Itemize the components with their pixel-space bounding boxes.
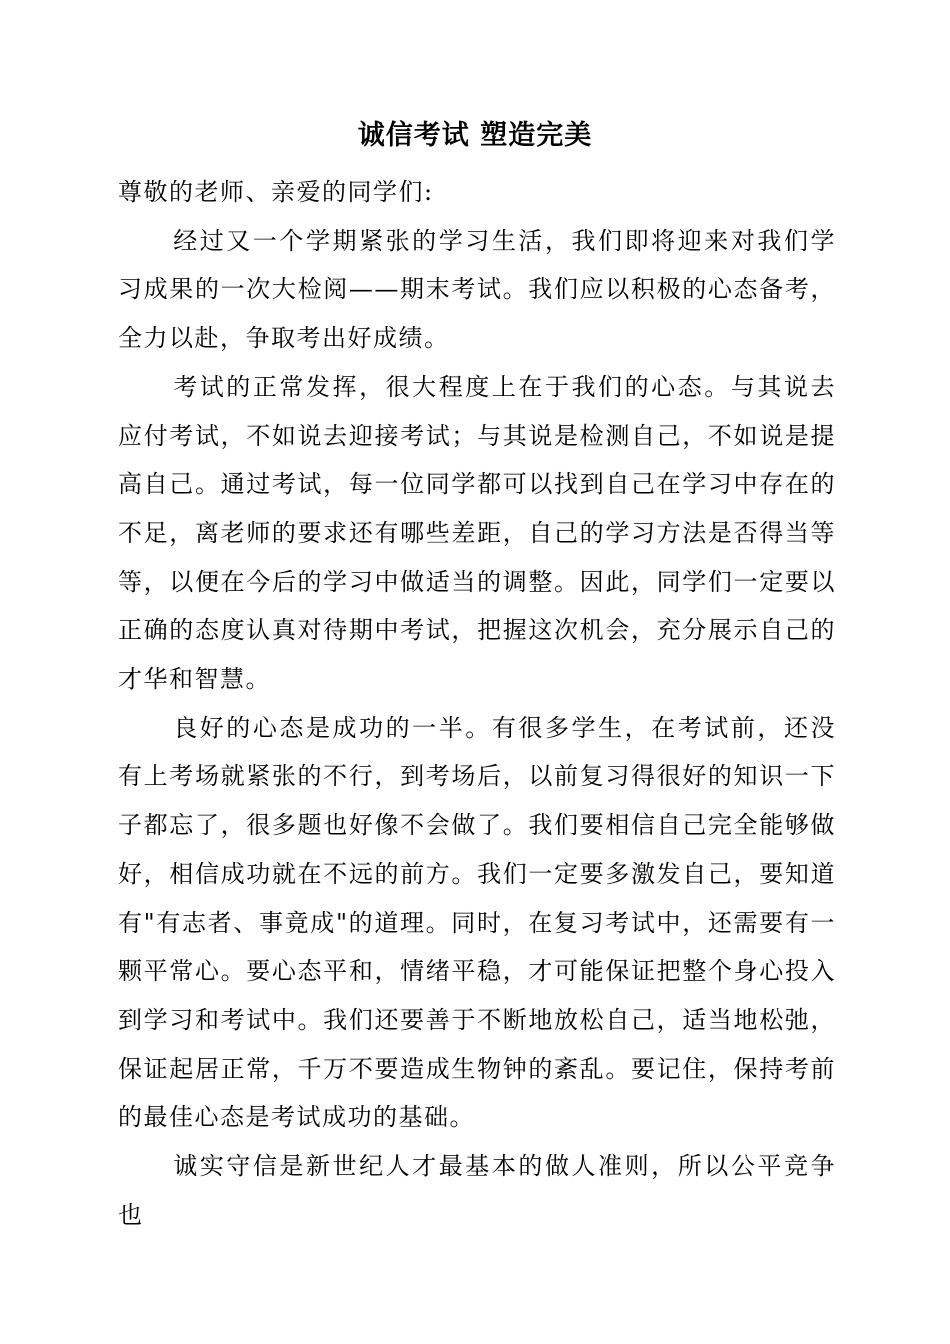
- salutation: 尊敬的老师、亲爱的同学们:: [118, 178, 434, 206]
- paragraph-4: 诚实守信是新世纪人才最基本的做人准则，所以公平竞争也: [118, 1152, 836, 1229]
- paragraph-3: 良好的心态是成功的一半。有很多学生，在考试前，还没有上考场就紧张的不行，到考场后，以前复习得很好的知识一下子都忘了，很多题也好像不会做了。我们要相信自己完全能够做好，相信成功就在不远的前方。我们一定要多激发自己，要知道有"有志者、事竟成"的道理。同时，在复习考试中，还需要有一颗平常心。要心态平和，情绪平稳，才可能保证把整个身心投入到学习和考试中。我们还要善于不断地放松自己，适当地松弛，保证起居正常，千万不要造成生物钟的紊乱。要记住，保持考前的最佳心态是考试成功的基础。: [118, 713, 836, 1132]
- paragraph-2: 考试的正常发挥，很大程度上在于我们的心态。与其说去应付考试，不如说去迎接考试；与其说是检测自己，不如说是提高自己。通过考试，每一位同学都可以找到自己在学习中存在的不足，离老师的要求还有哪些差距，自己的学习方法是否得当等等，以便在今后的学习中做适当的调整。因此，同学们一定要以正确的态度认真对待期中考试，把握这次机会，充分展示自己的才华和智慧。: [118, 372, 836, 694]
- document-title: 诚信考试 塑造完美: [357, 120, 593, 151]
- document-body: [118, 168, 836, 1239]
- paragraph-1: 经过又一个学期紧张的学习生活，我们即将迎来对我们学习成果的一次大检阅——期末考试。我们应以积极的心态备考，全力以赴，争取考出好成绩。: [118, 226, 836, 353]
